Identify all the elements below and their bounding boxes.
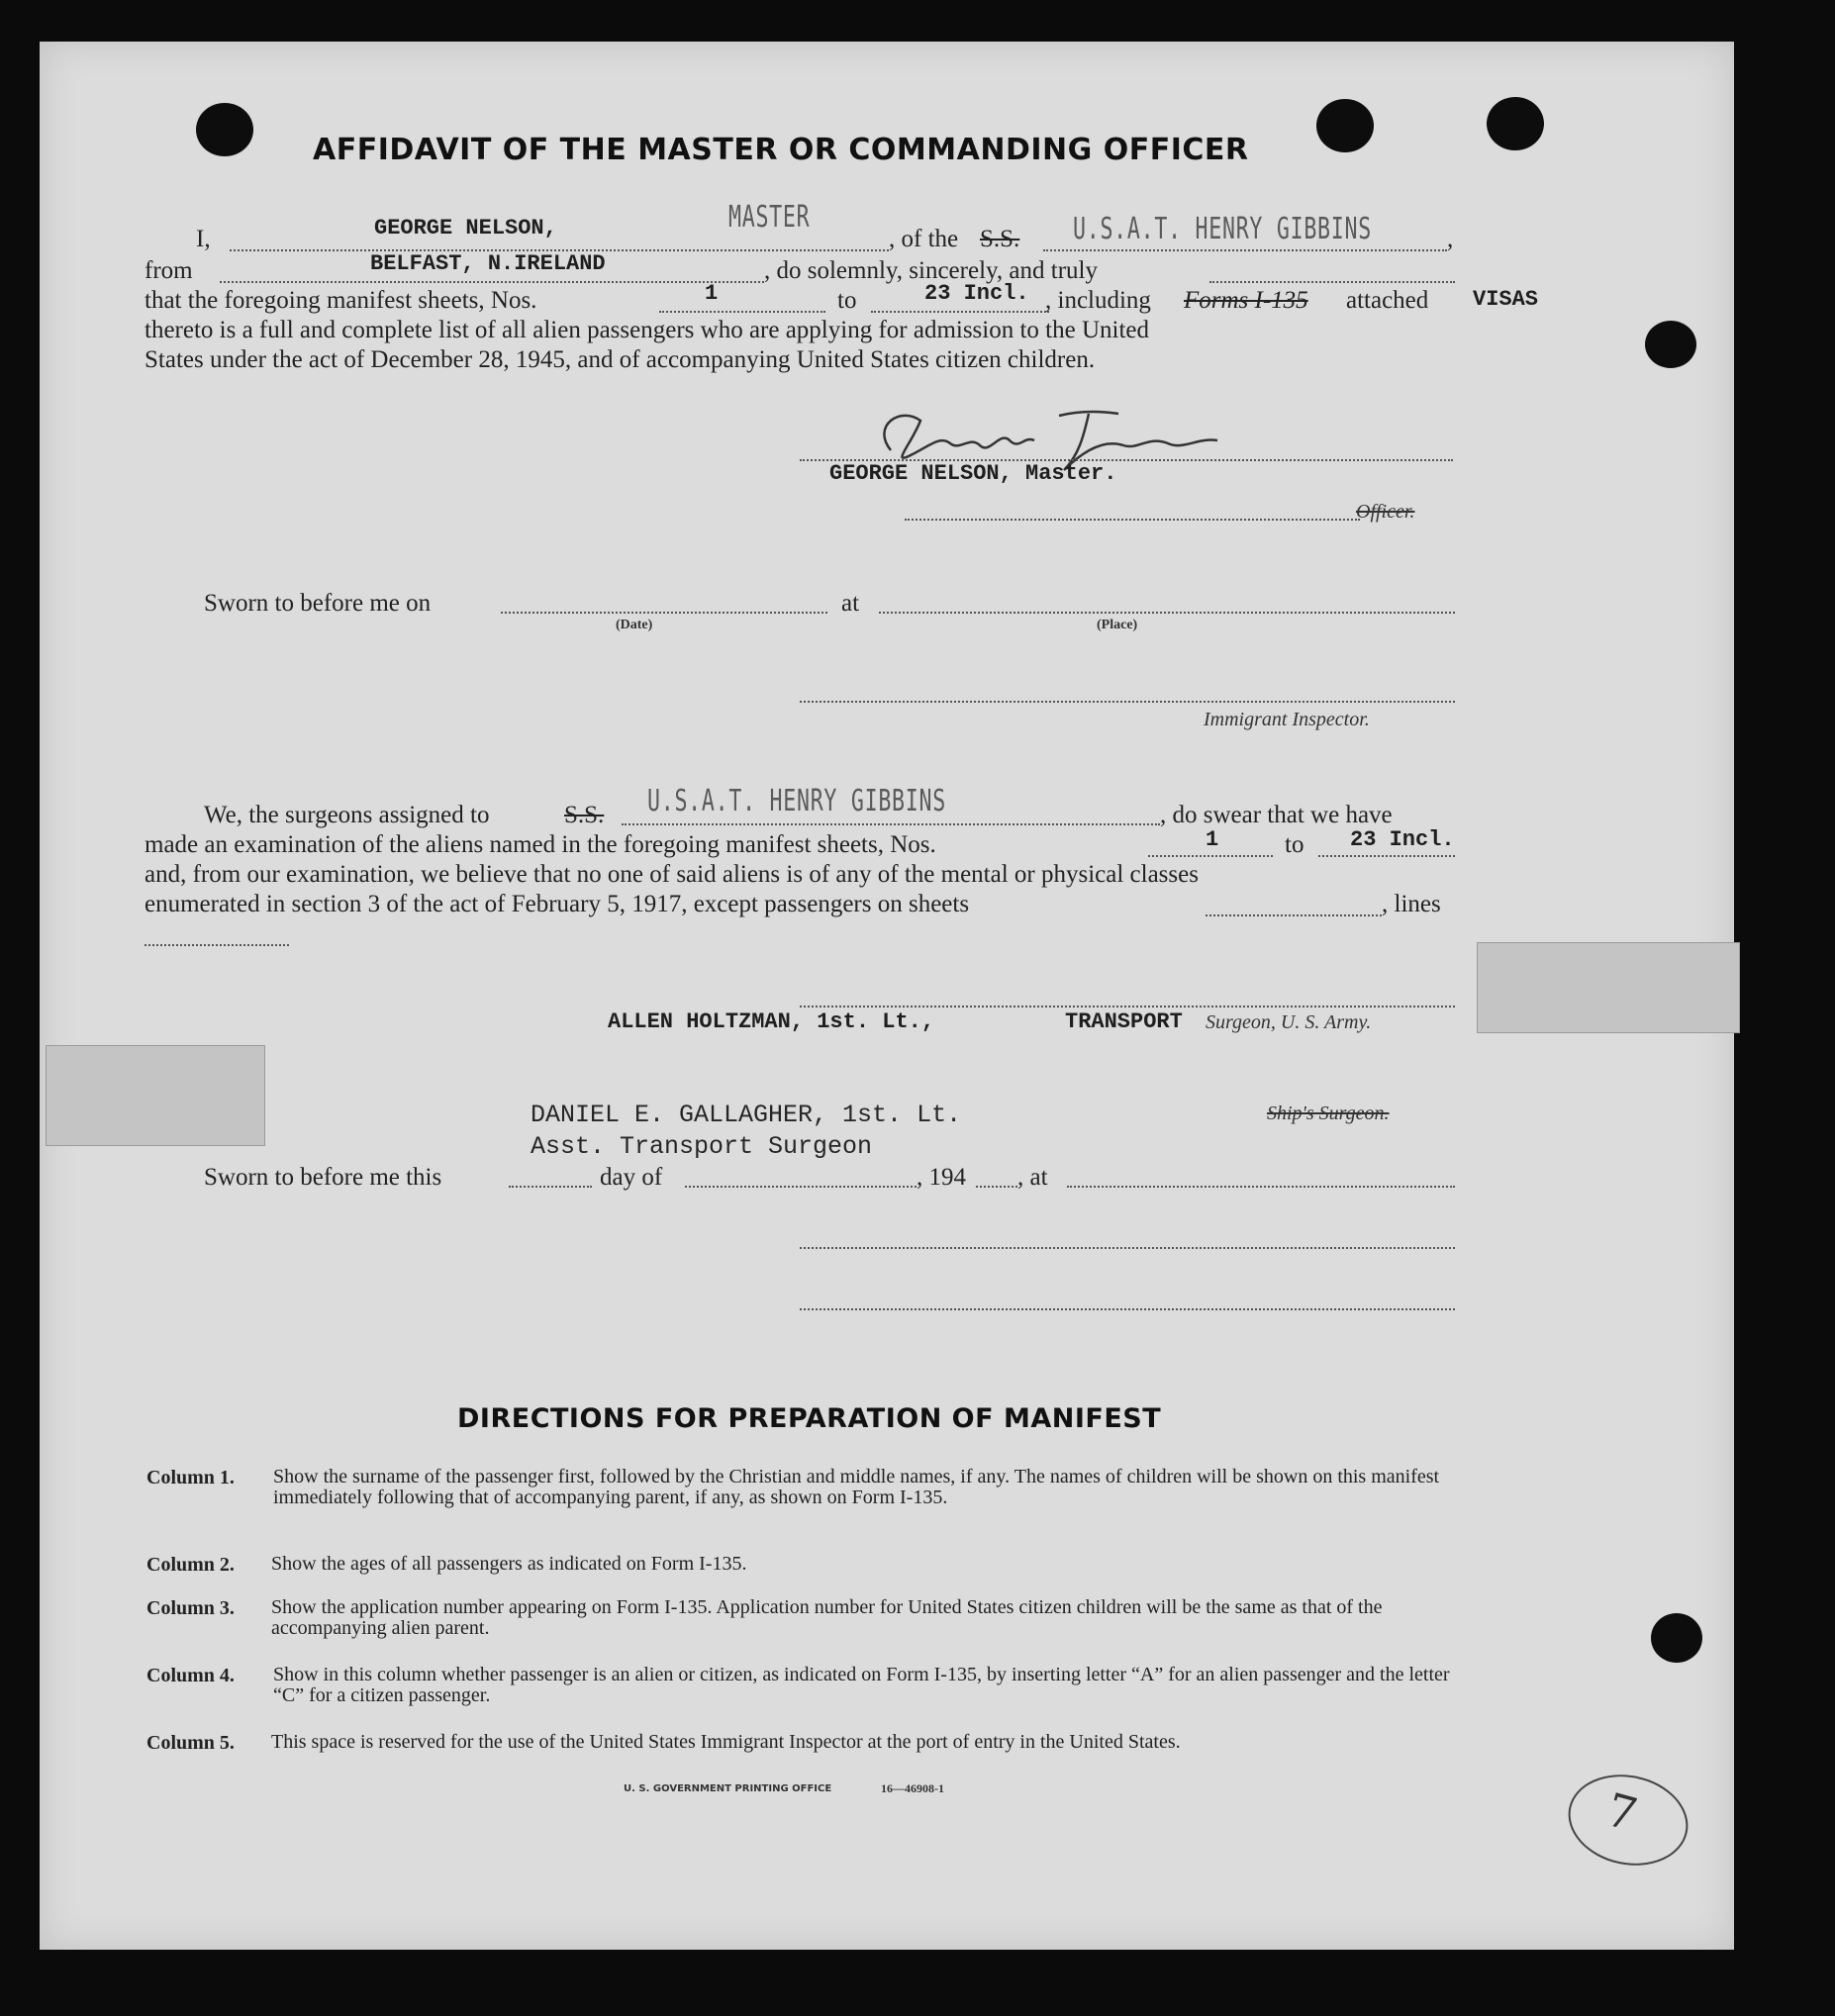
sworn-text: Sworn to before me on [204, 590, 432, 617]
punch-hole [1651, 1613, 1702, 1663]
forms-struck: Forms I-135 [1184, 287, 1308, 314]
sheet-to: 23 Incl. [924, 281, 1029, 306]
master-name: GEORGE NELSON, [374, 216, 557, 240]
inspector-caption: Immigrant Inspector. [1204, 709, 1370, 730]
surgeon2-name: DANIEL E. GALLAGHER, 1st. Lt. [531, 1101, 962, 1129]
surgeon-ship-stamp: U.S.A.T. HENRY GIBBINS [647, 784, 946, 818]
surgeons-text: We, the surgeons assigned to [204, 802, 490, 828]
form-number: 16—46908-1 [881, 1781, 944, 1795]
surgeon-to-line [1318, 855, 1455, 857]
ss-struck: S.S. [980, 226, 1020, 252]
from-value: BELFAST, N.IRELAND [370, 251, 606, 276]
place-caption: (Place) [1097, 618, 1138, 632]
to-label: to [837, 287, 857, 314]
officer-struck: Officer. [1356, 501, 1415, 523]
including-label: , including [1045, 287, 1151, 314]
punch-hole [1645, 321, 1696, 368]
swear-text: , do swear that we have [1160, 802, 1393, 828]
solemnly-text: , do solemnly, sincerely, and truly [764, 257, 1098, 284]
column-4-text: Show in this column whether passenger is an alien or citizen, as indicated on Form I-135, by inserting letter “A” for an alien passenger and the letter “C” for a citizen passenger. [273, 1664, 1450, 1706]
column-5-text: This space is reserved for the use of the United States Immigrant Inspector at the port of entry in the United States. [271, 1731, 1181, 1753]
column-4-label: Column 4. [146, 1665, 235, 1686]
surgeon2-title: Asst. Transport Surgeon [531, 1132, 873, 1161]
year-line [976, 1186, 1017, 1188]
surgeon-to-label: to [1285, 831, 1304, 858]
place-line [879, 612, 1455, 614]
year-label: , 194 [917, 1164, 966, 1191]
lines-line [145, 944, 289, 946]
ships-surgeon-struck: Ship's Surgeon. [1267, 1103, 1390, 1124]
full-list-text: thereto is a full and complete list of all alien passengers who are applying for admission to the United [145, 317, 1150, 343]
examination-text: made an examination of the aliens named in the foregoing manifest sheets, Nos. [145, 831, 936, 858]
lines-label: , lines [1382, 891, 1441, 917]
attached-label: attached [1346, 287, 1429, 314]
inspector-line [800, 701, 1455, 703]
visas-text: VISAS [1473, 287, 1539, 312]
punch-hole [1316, 99, 1374, 152]
from-line [220, 281, 764, 283]
at2-line [1067, 1186, 1455, 1188]
punch-hole [196, 103, 253, 156]
column-2-label: Column 2. [146, 1554, 235, 1576]
solemnly-line [1209, 281, 1455, 283]
day-line [509, 1186, 592, 1188]
sheets-line [1206, 914, 1382, 916]
i-label: I, [196, 226, 211, 252]
surgeon1-caption: Surgeon, U. S. Army. [1206, 1011, 1372, 1033]
date-caption: (Date) [616, 618, 653, 632]
sheet-to-line [871, 311, 1049, 313]
punch-hole [1487, 97, 1544, 150]
section-text: enumerated in section 3 of the act of February 5, 1917, except passengers on sheets [145, 891, 970, 917]
at-label: at [841, 590, 860, 617]
sheet-from: 1 [705, 281, 719, 306]
column-1-text: Show the surname of the passenger first, followed by the Christian and middle names, if any. The names of children will be shown on this manifest immediately following that of accompanying parent, if any, as shown on Form I-135. [273, 1466, 1440, 1508]
surgeon1-line [800, 1006, 1455, 1008]
surgeon1-stamp: TRANSPORT [1065, 1009, 1183, 1034]
date-line [501, 612, 827, 614]
sign-line-b [800, 1308, 1455, 1310]
comma: , [1447, 226, 1454, 252]
ss-struck-2: S.S. [564, 802, 605, 828]
column-3-label: Column 3. [146, 1597, 235, 1619]
officer-line [905, 519, 1360, 521]
column-1-label: Column 1. [146, 1467, 235, 1488]
master-stamp: MASTER [728, 200, 811, 235]
from-label: from [145, 257, 193, 284]
ship-line [1043, 249, 1447, 251]
column-2-text: Show the ages of all passengers as indicated on Form I-135. [271, 1553, 747, 1575]
sworn2-text: Sworn to before me this [204, 1164, 442, 1191]
tape-patch [1477, 942, 1740, 1033]
sign-line-a [800, 1247, 1455, 1249]
surgeon-sheet-to: 23 Incl. [1350, 827, 1455, 852]
manifest-sheets-text: that the foregoing manifest sheets, Nos. [145, 287, 537, 314]
sheet-from-line [659, 311, 825, 313]
surgeon-ship-line [622, 823, 1160, 825]
surgeon1-name: ALLEN HOLTZMAN, 1st. Lt., [608, 1009, 935, 1034]
of-the-label: , of the [889, 226, 959, 252]
column-5-label: Column 5. [146, 1732, 235, 1754]
ship-stamp: U.S.A.T. HENRY GIBBINS [1073, 212, 1372, 246]
act-text: States under the act of December 28, 1945, and of accompanying United States citizen children. [145, 346, 1096, 373]
classes-text: and, from our examination, we believe that no one of said aliens is of any of the mental or physical classes [145, 861, 1199, 888]
at2-label: , at [1017, 1164, 1048, 1191]
tape-patch [46, 1045, 265, 1146]
signer-name: GEORGE NELSON, Master. [829, 461, 1117, 486]
surgeon-sheet-from: 1 [1206, 827, 1219, 852]
page-mark: 7 [1600, 1782, 1643, 1842]
directions-heading: DIRECTIONS FOR PREPARATION OF MANIFEST [457, 1403, 1162, 1434]
printing-office: U. S. GOVERNMENT PRINTING OFFICE [624, 1783, 832, 1794]
column-3-text: Show the application number appearing on Form I-135. Application number for United States citizen children will be the same as that of the accompanying alien parent. [271, 1596, 1383, 1639]
month-line [685, 1186, 917, 1188]
surgeon-from-line [1148, 855, 1273, 857]
page-title: AFFIDAVIT OF THE MASTER OR COMMANDING OFFICER [313, 133, 1249, 167]
day-of-label: day of [600, 1164, 663, 1191]
